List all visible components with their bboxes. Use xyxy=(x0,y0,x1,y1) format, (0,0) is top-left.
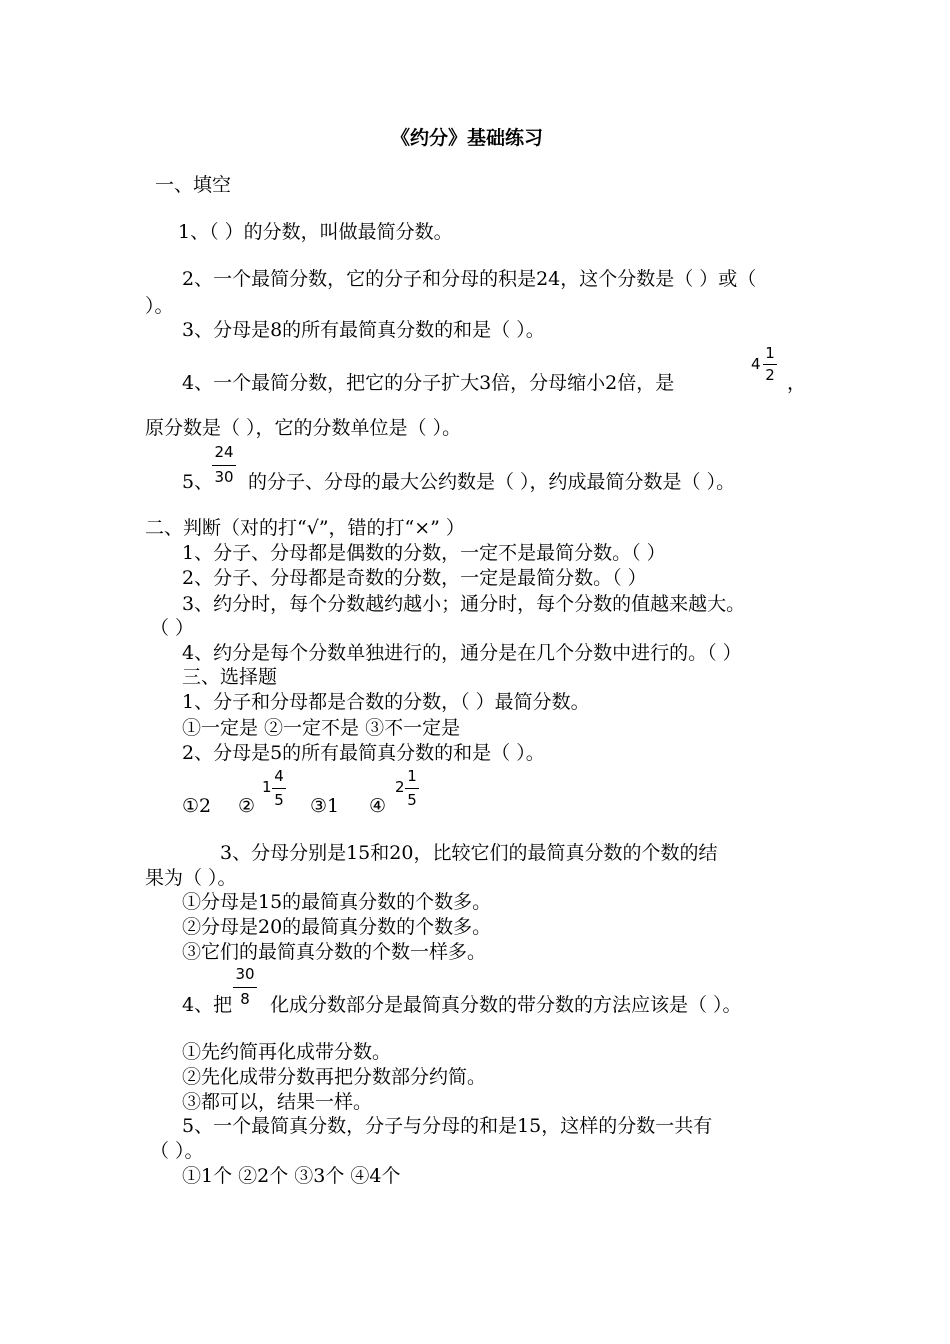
mixed-number-4-1-2 xyxy=(751,345,781,387)
fill-question-4-comma: ， xyxy=(787,372,807,394)
fraction-numerator: 4 xyxy=(274,767,284,785)
fill-question-4: 4、一个最简分数，把它的分子扩大3倍，分母缩小2倍，是 xyxy=(182,372,675,394)
judge-question-3-cont: （ ） xyxy=(150,617,195,639)
mixed-whole: 4 xyxy=(751,355,761,373)
fill-question-1: 1、（ ）的分数，叫做最简分数。 xyxy=(178,221,453,243)
fraction-30-8 xyxy=(233,966,257,1012)
choice-question-3: 3、分母分别是15和20，比较它们的最简真分数的个数的结 xyxy=(220,842,718,864)
fraction-denominator: 8 xyxy=(240,990,250,1008)
section-heading-judge: 二、判断（对的打“√”，错的打“×” ） xyxy=(145,517,465,539)
mixed-whole: 1 xyxy=(262,778,272,796)
choice-3-option-1: ①分母是15的最简真分数的个数多。 xyxy=(182,891,492,913)
choice-2-option-4: ④ xyxy=(369,795,387,817)
choice-5-options: ①1个 ②2个 ③3个 ④4个 xyxy=(182,1165,401,1187)
choice-question-5-cont: （ ）。 xyxy=(150,1140,204,1162)
fraction-bar xyxy=(233,987,257,988)
judge-question-2: 2、分子、分母都是奇数的分数，一定是最简分数。（ ） xyxy=(182,567,647,589)
mixed-number-1-4-5 xyxy=(262,768,286,812)
choice-3-option-3: ③它们的最简真分数的个数一样多。 xyxy=(182,941,487,963)
mixed-number-2-1-5 xyxy=(395,768,419,812)
choice-2-option-3: ③1 xyxy=(310,795,340,817)
page-title: 《约分》基础练习 xyxy=(391,127,544,149)
mixed-whole: 2 xyxy=(395,778,405,796)
choice-question-1: 1、分子和分母都是合数的分数，（ ）最简分数。 xyxy=(182,691,590,713)
fraction-bar xyxy=(763,364,777,365)
choice-4-option-2: ②先化成带分数再把分数部分约简。 xyxy=(182,1066,487,1088)
fill-question-2-cont: ）。 xyxy=(145,295,174,317)
fill-question-4-cont: 原分数是（ ），它的分数单位是（ ）。 xyxy=(145,417,462,439)
fraction-bar xyxy=(272,788,286,789)
fill-question-2: 2、一个最简分数，它的分子和分母的积是24，这个分数是（ ）或（ xyxy=(182,268,757,290)
choice-4-option-3: ③都可以，结果一样。 xyxy=(182,1091,373,1113)
fill-question-5-prefix: 5、 xyxy=(182,471,214,493)
choice-2-option-2: ② xyxy=(238,795,256,817)
fraction-denominator: 5 xyxy=(407,791,417,809)
fraction-denominator: 2 xyxy=(765,366,775,384)
fraction-24-30 xyxy=(212,444,236,490)
choice-question-3-cont: 果为（ ）。 xyxy=(145,867,237,889)
fill-question-3: 3、分母是8的所有最简真分数的和是（ ）。 xyxy=(182,319,545,341)
choice-3-option-2: ②分母是20的最简真分数的个数多。 xyxy=(182,916,492,938)
fraction-bar xyxy=(212,465,236,466)
fraction-numerator: 24 xyxy=(214,443,234,461)
section-heading-fill-blank: 一、填空 xyxy=(155,174,232,196)
fraction-denominator: 30 xyxy=(214,468,234,486)
choice-question-4: 化成分数部分是最简真分数的带分数的方法应该是（ ）。 xyxy=(270,994,742,1016)
fraction-bar xyxy=(405,788,419,789)
judge-question-1: 1、分子、分母都是偶数的分数，一定不是最简分数。（ ） xyxy=(182,542,666,564)
fraction-numerator: 30 xyxy=(235,965,255,983)
choice-2-option-1: ①2 xyxy=(182,795,212,817)
fraction-numerator: 1 xyxy=(407,767,417,785)
choice-question-2: 2、分母是5的所有最简真分数的和是（ ）。 xyxy=(182,742,545,764)
choice-4-option-1: ①先约简再化成带分数。 xyxy=(182,1041,392,1063)
choice-question-4-prefix: 4、把 xyxy=(182,994,233,1016)
fill-question-5: 的分子、分母的最大公约数是（ ），约成最简分数是（ ）。 xyxy=(248,471,736,493)
choice-question-1-options: ①一定是 ②一定不是 ③不一定是 xyxy=(182,717,461,739)
section-heading-choice: 三、选择题 xyxy=(182,666,278,688)
judge-question-3: 3、约分时，每个分数越约越小；通分时，每个分数的值越来越大。 xyxy=(182,593,746,615)
choice-question-5: 5、一个最简真分数，分子与分母的和是15，这样的分数一共有 xyxy=(182,1115,713,1137)
fraction-numerator: 1 xyxy=(765,344,775,362)
fraction-denominator: 5 xyxy=(274,791,284,809)
judge-question-4: 4、约分是每个分数单独进行的，通分是在几个分数中进行的。（ ） xyxy=(182,642,742,664)
